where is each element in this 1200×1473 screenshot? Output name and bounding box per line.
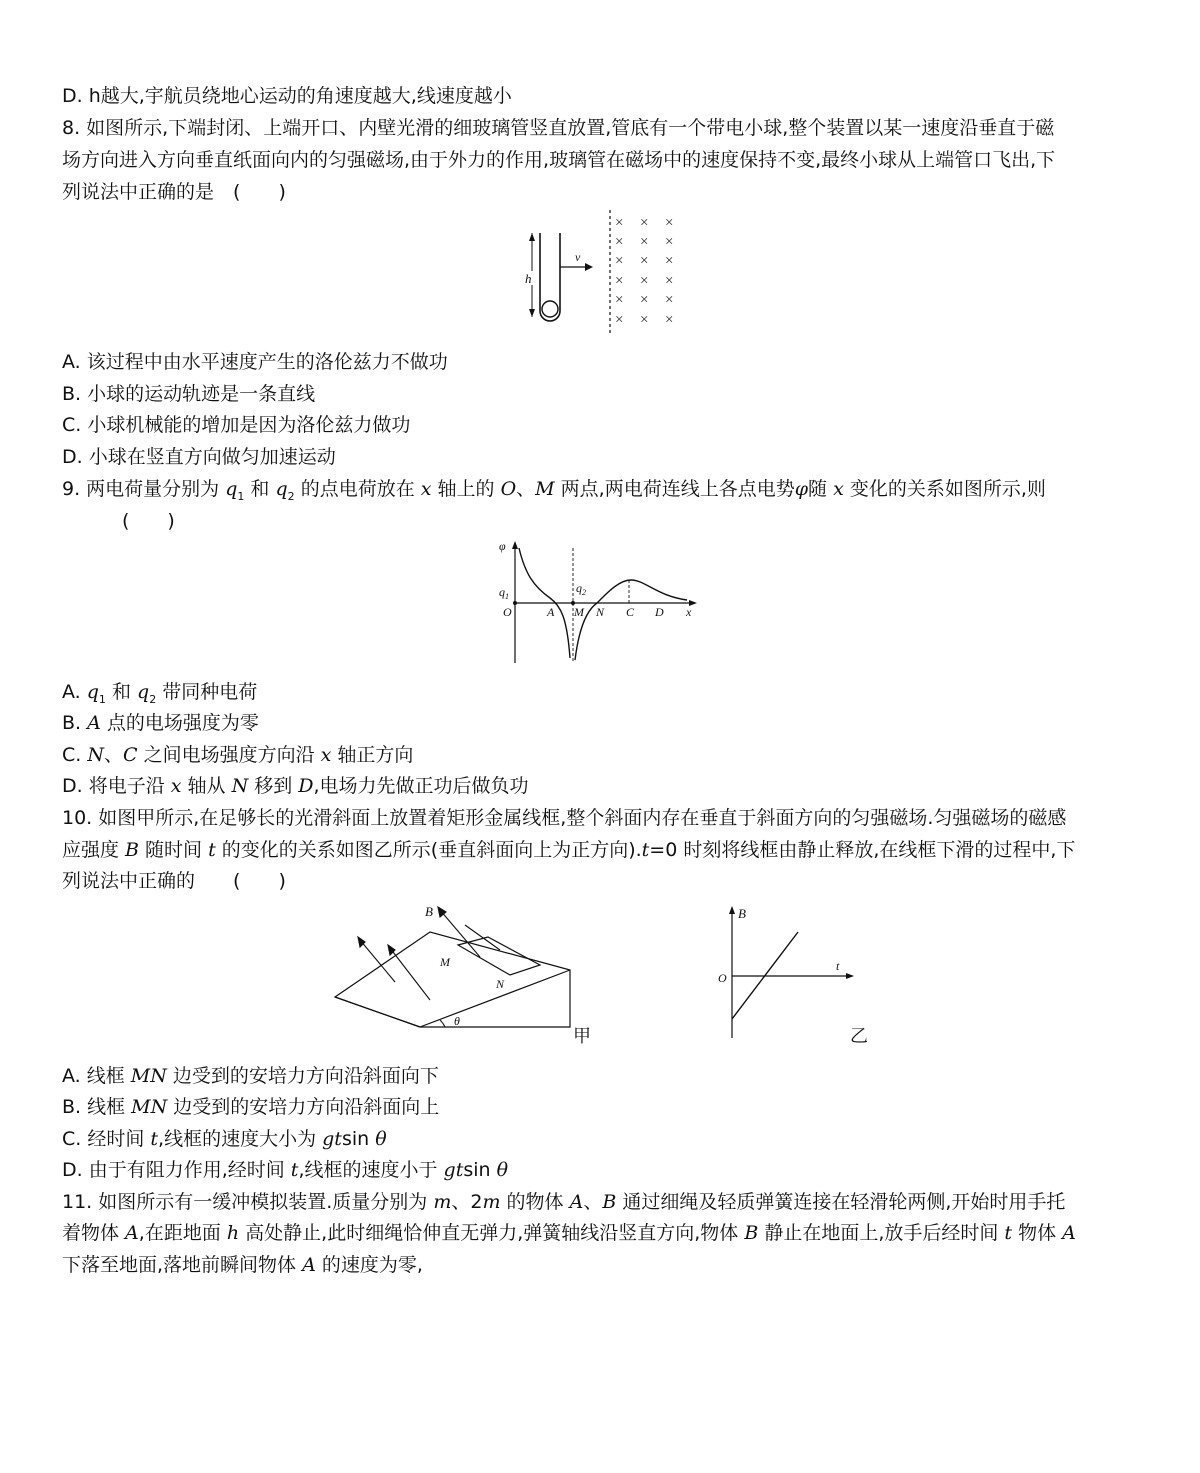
phi-axis-label: φ	[499, 539, 506, 553]
svg-text:×: ×	[665, 215, 674, 231]
answer-bracket: ( )	[233, 181, 286, 203]
magnetic-field-crosses	[615, 215, 673, 328]
svg-text:×: ×	[640, 312, 649, 328]
q8-stem-line2: 场方向进入方向垂直纸面向内的匀强磁场,由于外力的作用,玻璃管在磁场中的速度保持不变,最终小球从上端管口飞出,下	[62, 149, 1056, 171]
q10-option-a: A. 线框 MN 边受到的安培力方向沿斜面向下	[62, 1065, 439, 1087]
theta-label: θ	[454, 1014, 460, 1028]
q10-stem-line3: 列说法中正确的 ( )	[62, 870, 286, 892]
label-O: O	[503, 605, 512, 619]
svg-text:×: ×	[665, 312, 674, 328]
label-C: C	[626, 605, 635, 619]
svg-text:×: ×	[640, 234, 649, 250]
caption-jia: 甲	[573, 1026, 591, 1047]
q10-option-c: C. 经时间 t,线框的速度大小为 gtsin θ	[62, 1128, 387, 1150]
q8-figure	[515, 205, 695, 340]
q9-stem-line1: 9. 两电荷量分别为 $q_1$ 和 $q_2$ 的点电荷放在 x 轴上的 O、M 两点,两电荷连线上各点电势φ随 x 变化的关系如图所示,则	[62, 478, 1046, 503]
svg-text:×: ×	[640, 215, 649, 231]
svg-text:×: ×	[640, 292, 649, 308]
q11-stem-line1: 11. 如图所示有一缓冲模拟装置.质量分别为 m、2m 的物体 A、B 通过细绳及轻质弹簧连接在轻滑轮两侧,开始时用手托	[62, 1191, 1066, 1213]
svg-text:×: ×	[665, 234, 674, 250]
svg-text:×: ×	[665, 273, 674, 289]
q11-stem-line2: 着物体 A,在距地面 h 高处静止,此时细绳恰伸直无弹力,弹簧轴线沿竖直方向,物体 B 静止在地面上,放手后经时间 t 物体 A	[62, 1222, 1076, 1244]
caption-yi: 乙	[850, 1026, 868, 1047]
q9-option-b: B. A 点的电场强度为零	[62, 712, 259, 734]
svg-text:×: ×	[615, 253, 624, 269]
svg-text:×: ×	[665, 292, 674, 308]
svg-text:×: ×	[640, 253, 649, 269]
t-axis-label: t	[836, 959, 840, 973]
svg-text:×: ×	[615, 234, 624, 250]
q9-option-a: A. $q_1$ 和 $q_2$ 带同种电荷	[62, 681, 258, 706]
q8-option-b: B. 小球的运动轨迹是一条直线	[62, 383, 316, 405]
q8-option-c: C. 小球机械能的增加是因为洛伦兹力做功	[62, 414, 411, 436]
svg-text:×: ×	[615, 312, 624, 328]
O-label: O	[718, 971, 727, 985]
q9-option-c: C. N、C 之间电场强度方向沿 x 轴正方向	[62, 744, 414, 766]
q11-stem-line3: 下落至地面,落地前瞬间物体 A 的速度为零,	[62, 1254, 423, 1276]
h-label: h	[525, 271, 532, 286]
svg-text:×: ×	[615, 292, 624, 308]
answer-bracket: ( )	[122, 510, 175, 532]
label-D: D	[655, 605, 664, 619]
label-N: N	[596, 605, 605, 619]
B-label: B	[425, 904, 433, 919]
q10-figure-jia	[330, 900, 610, 1040]
label-M: M	[574, 605, 584, 619]
q10-stem-line2: 应强度 B 随时间 t 的变化的关系如图乙所示(垂直斜面向上为正方向).t=0 时刻将线框由静止释放,在线框下滑的过程中,下	[62, 839, 1076, 861]
q10-option-b: B. 线框 MN 边受到的安培力方向沿斜面向上	[62, 1096, 440, 1118]
label-q1: $q_1$	[499, 585, 509, 601]
svg-text:×: ×	[640, 273, 649, 289]
svg-text:×: ×	[665, 253, 674, 269]
v-label: v	[575, 250, 581, 264]
answer-bracket: ( )	[233, 870, 286, 892]
B-axis-label: B	[738, 906, 746, 921]
q8-stem-line1: 8. 如图所示,下端封闭、上端开口、内壁光滑的细玻璃管竖直放置,管底有一个带电小球,整个装置以某一速度沿垂直于磁	[62, 117, 1055, 139]
N-label: N	[496, 977, 505, 991]
q8-stem-line3: 列说法中正确的是 ( )	[62, 181, 286, 203]
label-A: A	[547, 605, 555, 619]
label-q2: $q_2$	[576, 581, 586, 597]
q9-option-d: D. 将电子沿 x 轴从 N 移到 D,电场力先做正功后做负功	[62, 775, 529, 797]
q10-stem-line1: 10. 如图甲所示,在足够长的光滑斜面上放置着矩形金属线框,整个斜面内存在垂直于斜面方向的匀强磁场.匀强磁场的磁感	[62, 807, 1067, 829]
x-axis-label: x	[686, 605, 692, 619]
q9-potential-graph	[495, 538, 705, 668]
q8-option-a: A. 该过程中由水平速度产生的洛伦兹力不做功	[62, 351, 448, 373]
q8-option-d: D. 小球在竖直方向做匀加速运动	[62, 446, 336, 468]
q10-option-d: D. 由于有阻力作用,经时间 t,线框的速度小于 gtsin θ	[62, 1159, 509, 1181]
q10-figure-yi	[712, 902, 862, 1042]
M-label: M	[440, 955, 450, 969]
svg-text:×: ×	[615, 273, 624, 289]
q7-option-d: D. h越大,宇航员绕地心运动的角速度越大,线速度越小	[62, 85, 512, 107]
svg-text:×: ×	[615, 215, 624, 231]
